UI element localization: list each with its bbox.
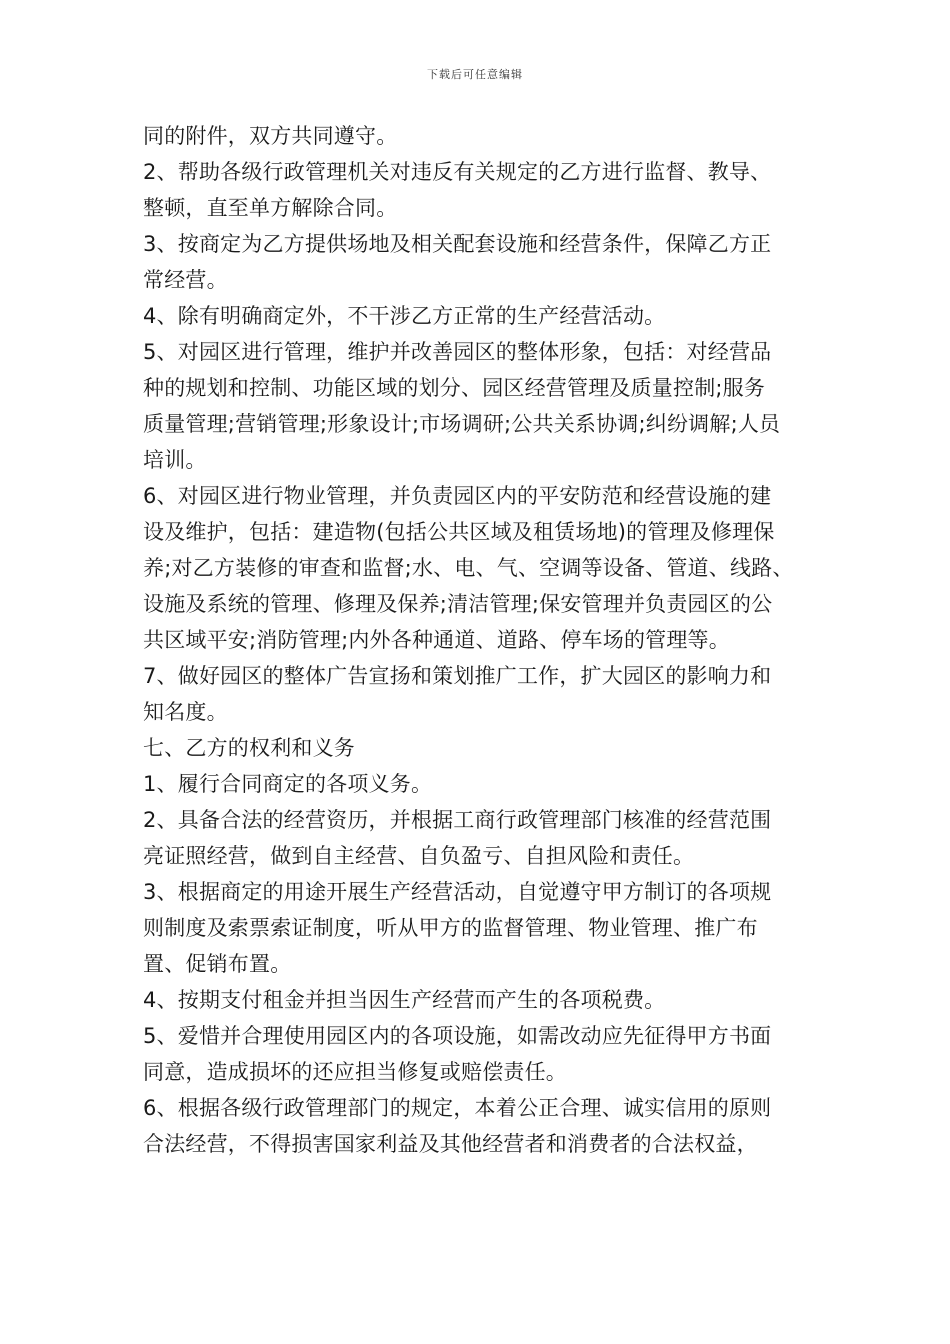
text-line: 置、促销布置。 — [143, 952, 292, 976]
text-line: 整顿，直至单方解除合同。 — [143, 196, 398, 220]
text-line: 1、履行合同商定的各项义务。 — [143, 772, 433, 796]
text-line: 6、对园区进行物业管理，并负责园区内的平安防范和经营设施的建 — [143, 484, 772, 508]
text-line: 养;对乙方装修的审查和监督;水、电、气、空调等设备、管道、线路、 — [143, 556, 794, 580]
text-line: 2、帮助各级行政管理机关对违反有关规定的乙方进行监督、教导、 — [143, 160, 772, 184]
text-line: 3、根据商定的用途开展生产经营活动，自觉遵守甲方制订的各项规 — [143, 880, 772, 904]
text-line: 同的附件，双方共同遵守。 — [143, 124, 398, 148]
text-line: 常经营。 — [143, 268, 228, 292]
header-note: 下载后可任意编辑 — [427, 68, 523, 81]
text-line: 亮证照经营，做到自主经营、自负盈亏、自担风险和责任。 — [143, 844, 695, 868]
text-line: 合法经营，不得损害国家利益及其他经营者和消费者的合法权益， — [143, 1132, 758, 1156]
text-line: 4、除有明确商定外，不干涉乙方正常的生产经营活动。 — [143, 304, 666, 328]
text-line: 5、对园区进行管理，维护并改善园区的整体形象，包括：对经营品 — [143, 340, 772, 364]
text-line: 设及维护，包括：建造物(包括公共区域及租赁场地)的管理及修理保 — [143, 520, 775, 544]
text-line: 3、按商定为乙方提供场地及相关配套设施和经营条件，保障乙方正 — [143, 232, 772, 256]
text-line: 7、做好园区的整体广告宣扬和策划推广工作，扩大园区的影响力和 — [143, 664, 772, 688]
text-line: 培训。 — [143, 448, 207, 472]
text-line: 4、按期支付租金并担当因生产经营而产生的各项税费。 — [143, 988, 666, 1012]
text-line: 5、爱惜并合理使用园区内的各项设施，如需改动应先征得甲方书面 — [143, 1024, 772, 1048]
text-line: 种的规划和控制、功能区域的划分、园区经营管理及质量控制;服务 — [143, 376, 766, 400]
text-line: 2、具备合法的经营资历，并根据工商行政管理部门核准的经营范围 — [143, 808, 772, 832]
text-line: 共区域平安;消防管理;内外各种通道、道路、停车场的管理等。 — [143, 628, 730, 652]
text-line: 设施及系统的管理、修理及保养;清洁管理;保安管理并负责园区的公 — [143, 592, 773, 616]
document-body — [143, 118, 813, 1162]
text-line: 6、根据各级行政管理部门的规定，本着公正合理、诚实信用的原则 — [143, 1096, 772, 1120]
text-line: 则制度及索票索证制度，听从甲方的监督管理、物业管理、推广布 — [143, 916, 758, 940]
text-line: 质量管理;营销管理;形象设计;市场调研;公共关系协调;纠纷调解;人员 — [143, 412, 781, 436]
text-line: 知名度。 — [143, 700, 228, 724]
text-line: 同意，造成损坏的还应担当修复或赔偿责任。 — [143, 1060, 567, 1084]
section-heading: 七、乙方的权利和义务 — [143, 736, 355, 760]
